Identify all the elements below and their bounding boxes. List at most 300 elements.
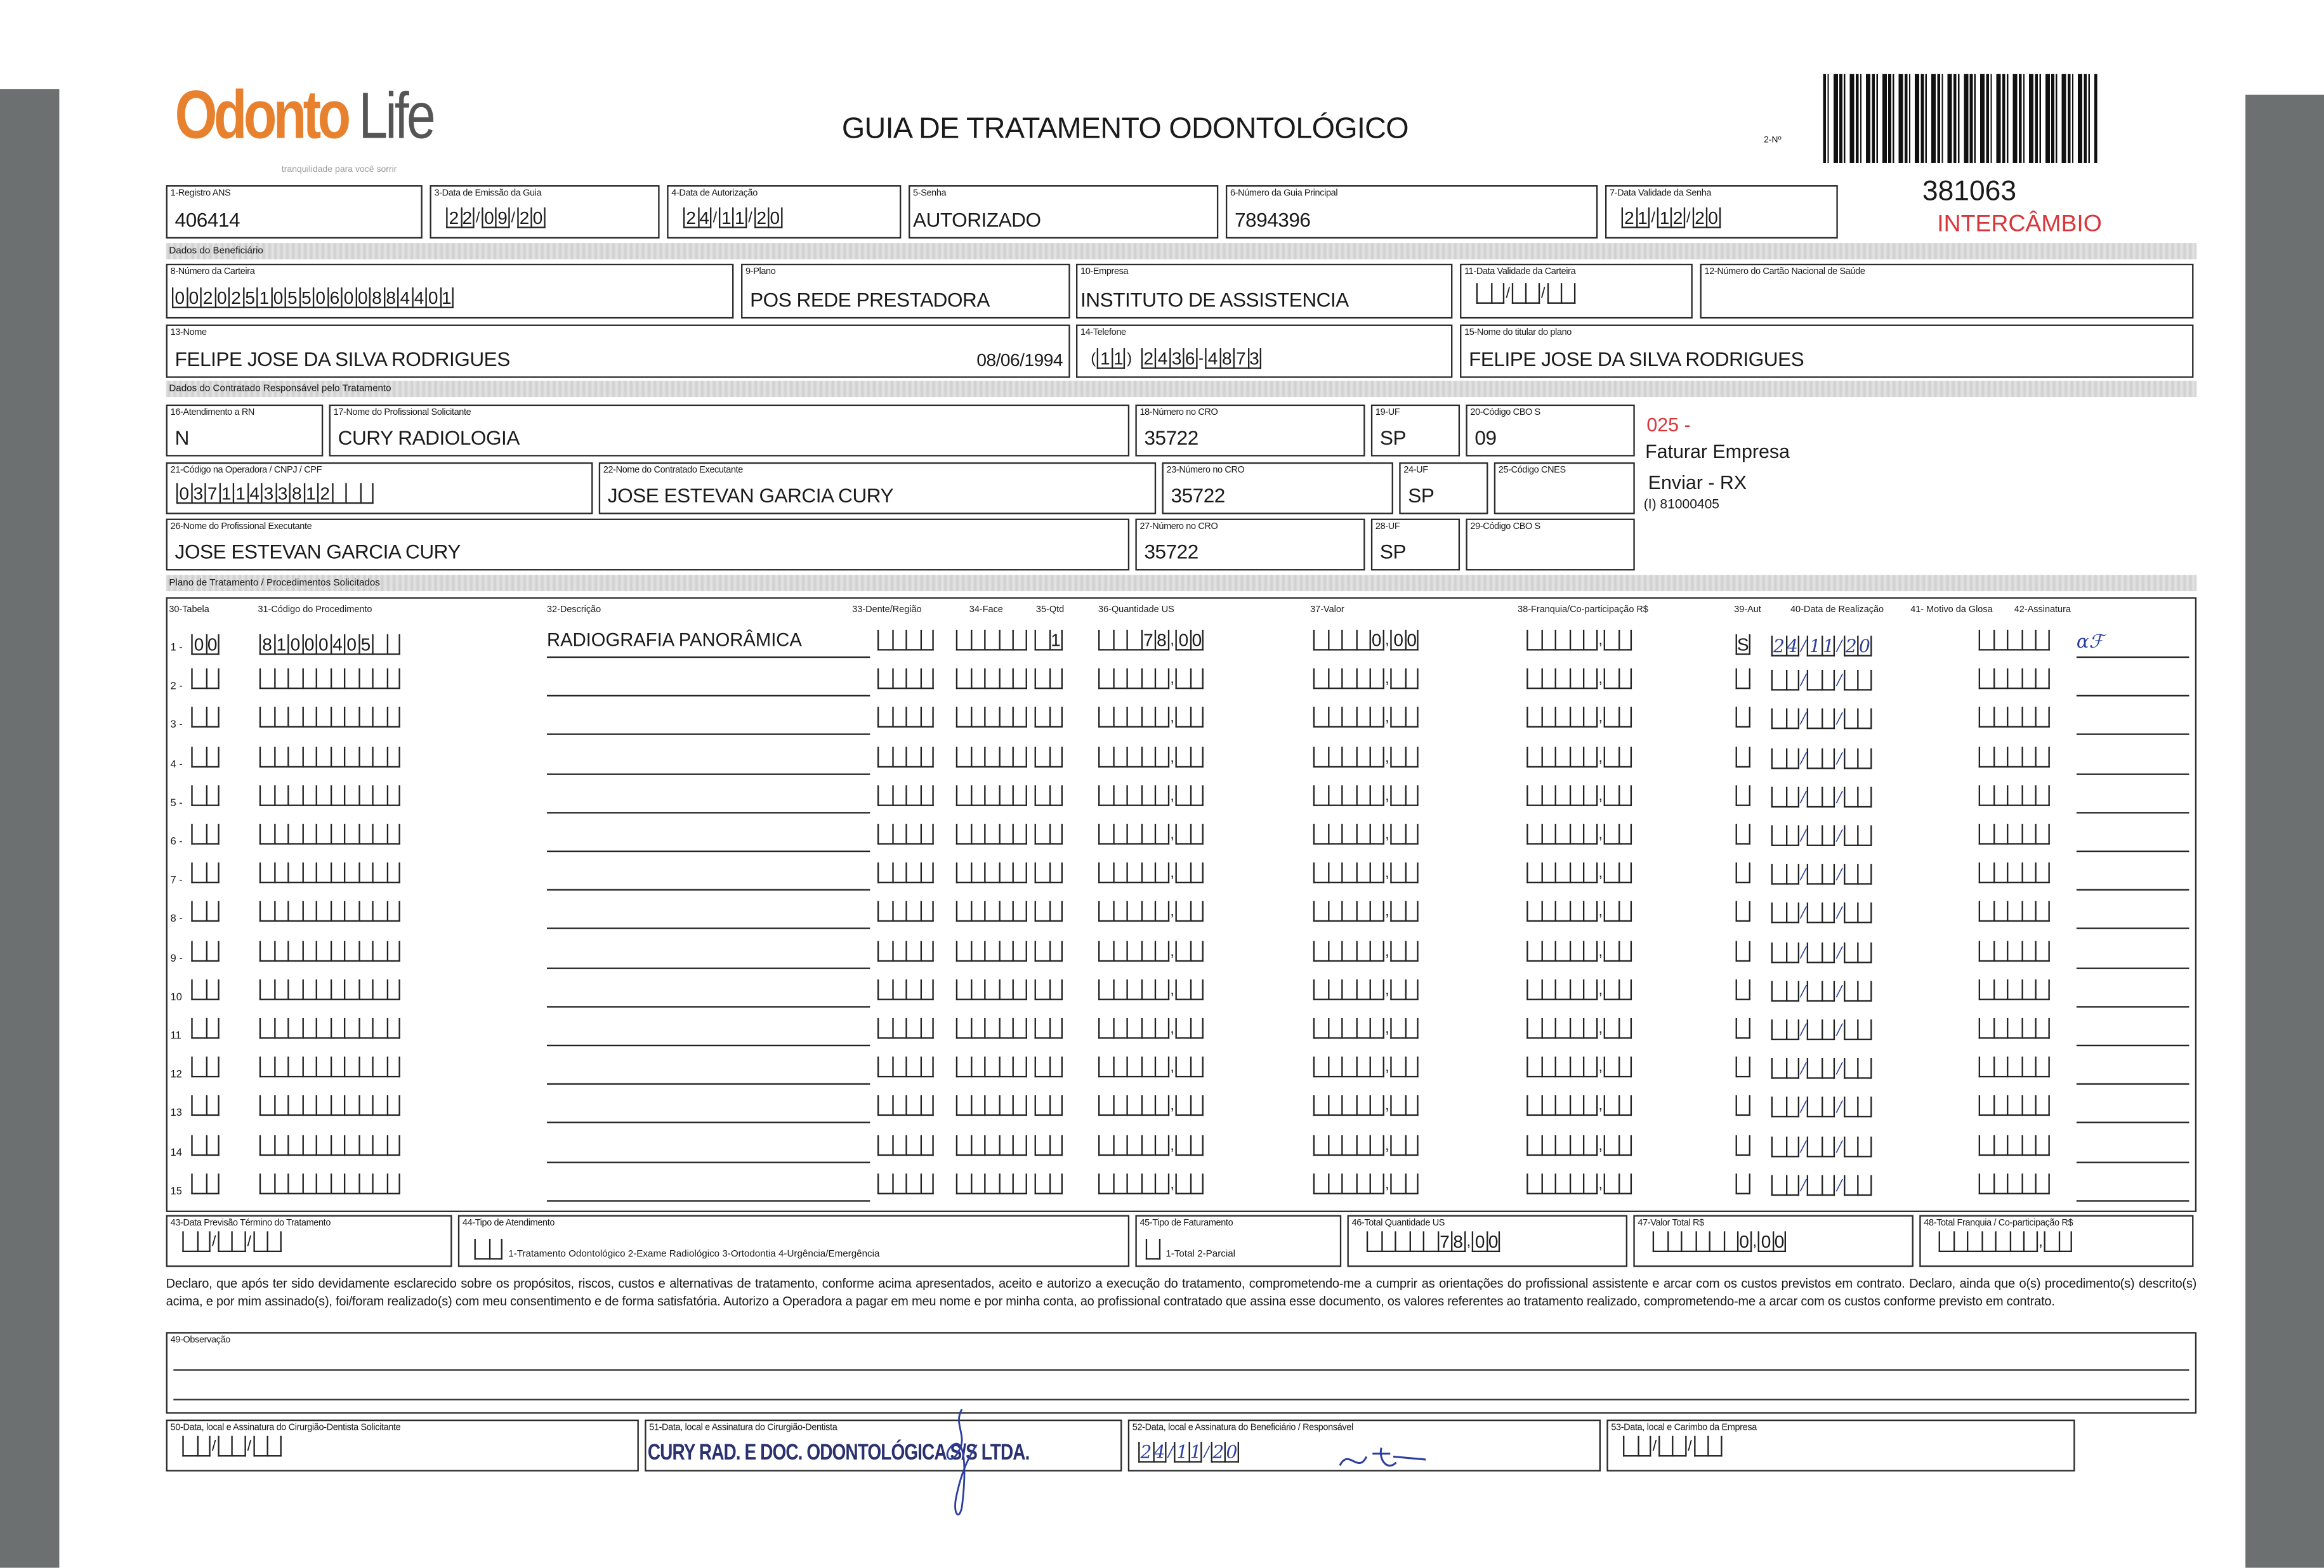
procedure-aut[interactable] — [1736, 1173, 1750, 1194]
procedure-assinatura[interactable] — [2077, 1135, 2189, 1163]
procedure-dente-regiao[interactable] — [877, 1173, 934, 1194]
procedure-quantidade-us[interactable]: , — [1098, 1095, 1204, 1116]
procedure-dente-regiao[interactable] — [877, 863, 934, 884]
page-title: GUIA DE TRATAMENTO ODONTOLÓGICO — [841, 112, 1408, 145]
procedure-valor[interactable]: , — [1313, 901, 1419, 922]
procedure-aut[interactable] — [1736, 785, 1750, 806]
procedure-assinatura[interactable] — [2077, 669, 2189, 696]
procedure-face[interactable] — [956, 940, 1027, 961]
field-cnes[interactable] — [1494, 462, 1635, 514]
procedure-tabela[interactable]: 0 0 — [191, 634, 219, 655]
procedure-data-realizacao[interactable]: / / — [1771, 825, 1872, 846]
procedure-face-cell — [956, 1173, 1027, 1201]
procedure-aut[interactable] — [1736, 940, 1750, 961]
procedure-data-realizacao[interactable]: / / — [1771, 864, 1872, 885]
field-data-autorizacao[interactable] — [667, 185, 901, 238]
procedure-quantidade-us[interactable]: , — [1098, 940, 1204, 961]
procedure-dente-regiao[interactable] — [877, 785, 934, 806]
procedure-aut-cell — [1736, 1018, 1750, 1046]
procedure-dente-regiao[interactable] — [877, 1018, 934, 1039]
field-cro-executante[interactable] — [1135, 519, 1365, 571]
procedure-qtd[interactable] — [1035, 824, 1063, 845]
procedure-descricao[interactable] — [547, 863, 870, 891]
procedure-valor[interactable]: , — [1313, 1018, 1419, 1039]
procedure-data-realizacao[interactable]: / / — [1771, 1058, 1872, 1079]
procedure-qtd[interactable] — [1035, 1018, 1063, 1039]
procedure-tabela-cell — [191, 1057, 219, 1085]
field-cbo-solicitante[interactable] — [1466, 405, 1634, 457]
procedure-quantidade-us[interactable]: , — [1098, 669, 1204, 689]
procedure-franquia-cell — [1526, 669, 1632, 696]
procedure-dente-regiao-cell — [877, 1173, 934, 1201]
procedure-tabela[interactable] — [191, 824, 219, 845]
procedure-data-realizacao-cell — [1771, 669, 1872, 696]
procedure-franquia-cell — [1526, 1135, 1632, 1163]
procedure-qtd[interactable] — [1035, 785, 1063, 806]
procedure-franquia[interactable]: , — [1526, 746, 1632, 767]
side-note-code-rx: (I) 81000405 — [1643, 496, 1719, 511]
procedure-face-cell — [956, 746, 1027, 774]
procedure-quantidade-us[interactable]: , — [1098, 1135, 1204, 1156]
procedure-franquia-cell — [1526, 1057, 1632, 1085]
field-numero-carteira[interactable] — [166, 264, 734, 318]
field-total-franquia[interactable] — [1919, 1215, 2193, 1267]
procedure-descricao[interactable] — [547, 1135, 870, 1163]
procedure-row-number: 15 — [170, 1186, 182, 1198]
procedure-tabela[interactable] — [191, 1173, 219, 1194]
field-uf-executante[interactable] — [1371, 519, 1460, 571]
field-atendimento-rn[interactable] — [166, 405, 324, 457]
procedure-data-realizacao[interactable]: / / — [1771, 942, 1872, 963]
procedure-valor[interactable]: , — [1313, 1173, 1419, 1194]
procedure-motivo-glosa[interactable] — [1979, 630, 2049, 651]
procedure-valor[interactable]: , — [1313, 707, 1419, 728]
field-label: 47-Valor Total R$ — [1638, 1218, 1704, 1229]
procedure-codigo-procedimento-cell — [259, 1135, 400, 1163]
procedure-franquia[interactable]: , — [1526, 707, 1632, 728]
procedure-data-realizacao[interactable]: / / — [1771, 903, 1872, 924]
procedure-motivo-glosa[interactable] — [1979, 863, 2049, 884]
procedure-data-realizacao[interactable]: / / — [1771, 787, 1872, 807]
procedure-face[interactable] — [956, 1135, 1027, 1156]
procedure-codigo-procedimento[interactable] — [259, 940, 400, 961]
field-empresa[interactable] — [1076, 264, 1452, 318]
field-codigo-operadora[interactable] — [166, 462, 593, 514]
procedure-qtd[interactable] — [1035, 746, 1063, 767]
procedure-dente-regiao-cell — [877, 979, 934, 1007]
field-assinatura-dentista[interactable] — [645, 1420, 1122, 1472]
procedure-dente-regiao[interactable] — [877, 630, 934, 651]
procedure-aut[interactable] — [1736, 1057, 1750, 1078]
field-valor-total[interactable] — [1633, 1215, 1914, 1267]
procedure-qtd[interactable] — [1035, 1057, 1063, 1078]
procedure-aut[interactable] — [1736, 979, 1750, 1000]
procedure-face[interactable] — [956, 630, 1027, 651]
procedure-codigo-procedimento[interactable] — [259, 1135, 400, 1156]
procedure-dente-regiao[interactable] — [877, 824, 934, 845]
procedure-valor[interactable]: , — [1313, 669, 1419, 689]
procedure-quantidade-us[interactable]: , — [1098, 707, 1204, 728]
procedure-valor-cell — [1313, 1057, 1419, 1085]
procedure-qtd[interactable] — [1035, 901, 1063, 922]
procedure-valor-cell — [1313, 630, 1419, 658]
procedure-valor[interactable]: , — [1313, 746, 1419, 767]
procedure-tabela[interactable] — [191, 1057, 219, 1078]
procedure-motivo-glosa[interactable] — [1979, 979, 2049, 1000]
procedure-motivo-glosa-cell — [1979, 901, 2049, 929]
col-header-descricao: 32-Descrição — [547, 604, 601, 615]
procedure-aut[interactable]: S — [1736, 634, 1750, 655]
procedure-aut[interactable] — [1736, 707, 1750, 728]
procedure-valor[interactable]: , — [1313, 940, 1419, 961]
procedure-data-realizacao[interactable]: / / — [1771, 1175, 1872, 1196]
procedure-aut-cell — [1736, 863, 1750, 891]
procedure-face[interactable] — [956, 1095, 1027, 1116]
procedure-dente-regiao[interactable] — [877, 669, 934, 689]
procedure-codigo-procedimento[interactable] — [259, 979, 400, 1000]
procedure-tabela[interactable] — [191, 707, 219, 728]
procedure-aut[interactable] — [1736, 901, 1750, 922]
procedure-codigo-procedimento[interactable] — [259, 1018, 400, 1039]
procedure-assinatura[interactable] — [2077, 979, 2189, 1007]
procedure-tabela-cell — [191, 1018, 219, 1046]
field-value: 09 — [1474, 426, 1497, 449]
procedure-franquia[interactable]: , — [1526, 1135, 1632, 1156]
procedure-franquia[interactable]: , — [1526, 1095, 1632, 1116]
field-cbo-executante[interactable] — [1466, 519, 1634, 571]
field-cro-solicitante[interactable] — [1135, 405, 1365, 457]
handwritten-signature — [1337, 1442, 1441, 1477]
procedure-franquia-cell — [1526, 1095, 1632, 1123]
procedure-aut[interactable] — [1736, 863, 1750, 884]
procedure-motivo-glosa[interactable] — [1979, 1135, 2049, 1156]
procedure-motivo-glosa[interactable] — [1979, 940, 2049, 961]
procedure-tabela[interactable] — [191, 979, 219, 1000]
procedure-aut-cell — [1736, 901, 1750, 929]
field-assinatura-solicitante[interactable] — [166, 1420, 639, 1472]
procedure-motivo-glosa[interactable] — [1979, 824, 2049, 845]
procedure-codigo-procedimento[interactable] — [259, 1057, 400, 1078]
procedure-quantidade-us[interactable]: , — [1098, 979, 1204, 1000]
field-telefone[interactable] — [1076, 325, 1452, 378]
field-label: 9-Plano — [745, 266, 776, 277]
procedure-row — [167, 667, 2195, 697]
field-assinatura-beneficiario[interactable] — [1128, 1420, 1601, 1472]
procedure-data-realizacao[interactable]: / / — [1771, 748, 1872, 769]
procedure-motivo-glosa[interactable] — [1979, 901, 2049, 922]
field-profissional-solicitante[interactable] — [329, 405, 1129, 457]
field-senha[interactable] — [909, 185, 1218, 238]
field-uf-contratado[interactable] — [1399, 462, 1488, 514]
procedure-assinatura[interactable] — [2077, 707, 2189, 735]
procedure-aut[interactable] — [1736, 1018, 1750, 1039]
procedure-codigo-procedimento[interactable] — [259, 746, 400, 767]
procedure-quantidade-us[interactable]: , — [1098, 785, 1204, 806]
procedure-face[interactable] — [956, 824, 1027, 845]
procedure-qtd[interactable] — [1035, 979, 1063, 1000]
procedure-valor[interactable]: 0 , 0 0 — [1313, 630, 1419, 651]
procedure-franquia[interactable]: , — [1526, 940, 1632, 961]
procedure-franquia[interactable]: , — [1526, 1057, 1632, 1078]
procedure-face[interactable] — [956, 1173, 1027, 1194]
procedure-row-number: 2 - — [170, 682, 183, 693]
procedure-aut[interactable] — [1736, 669, 1750, 689]
procedure-face[interactable] — [956, 1057, 1027, 1078]
procedure-descricao[interactable] — [547, 979, 870, 1007]
procedure-valor[interactable]: , — [1313, 1095, 1419, 1116]
procedure-qtd[interactable] — [1035, 863, 1063, 884]
procedure-valor[interactable]: , — [1313, 1135, 1419, 1156]
procedure-face-cell — [956, 979, 1027, 1007]
procedure-data-realizacao-cell — [1771, 707, 1872, 735]
procedure-assinatura[interactable]: αℱ — [2077, 630, 2189, 658]
procedure-assinatura[interactable] — [2077, 940, 2189, 968]
field-total-quantidade-us[interactable] — [1348, 1215, 1628, 1267]
procedure-franquia[interactable]: , — [1526, 901, 1632, 922]
procedure-tabela-cell — [191, 863, 219, 891]
procedure-descricao[interactable] — [547, 746, 870, 774]
field-profissional-executante[interactable] — [166, 519, 1129, 571]
procedure-assinatura[interactable] — [2077, 1057, 2189, 1085]
tipo-atendimento-input[interactable] — [475, 1239, 502, 1260]
procedure-franquia[interactable]: , — [1526, 979, 1632, 1000]
procedure-qtd[interactable] — [1035, 1135, 1063, 1156]
field-registro-ans[interactable] — [166, 185, 423, 238]
procedure-assinatura[interactable] — [2077, 901, 2189, 929]
procedure-row — [167, 1133, 2195, 1163]
procedure-franquia[interactable]: , — [1526, 1173, 1632, 1194]
field-value: 35722 — [1144, 540, 1198, 563]
procedure-face-cell — [956, 940, 1027, 968]
procedure-face[interactable] — [956, 746, 1027, 767]
procedure-motivo-glosa[interactable] — [1979, 1095, 2049, 1116]
field-value: ( 1 1 ) 2 4 3 6 - 4 8 7 3 — [1089, 348, 1261, 369]
field-cro-contratado[interactable] — [1162, 462, 1393, 514]
tipo-faturamento-input[interactable] — [1146, 1239, 1160, 1260]
procedure-franquia[interactable]: , — [1526, 669, 1632, 689]
field-label: 44-Tipo de Atendimento — [462, 1218, 555, 1229]
procedure-valor[interactable]: , — [1313, 863, 1419, 884]
procedure-assinatura[interactable] — [2077, 785, 2189, 813]
procedure-assinatura[interactable] — [2077, 1173, 2189, 1201]
procedure-dente-regiao[interactable] — [877, 1057, 934, 1078]
procedure-motivo-glosa-cell — [1979, 669, 2049, 696]
procedure-descricao[interactable] — [547, 940, 870, 968]
procedure-quantidade-us-cell — [1098, 1018, 1204, 1046]
procedure-descricao[interactable] — [547, 785, 870, 813]
procedure-motivo-glosa[interactable] — [1979, 1018, 2049, 1039]
procedure-data-realizacao[interactable]: 2 4 / 1 1 / 2 0 — [1771, 636, 1872, 657]
procedure-franquia-cell — [1526, 824, 1632, 852]
procedure-qtd[interactable]: 1 — [1035, 630, 1063, 651]
field-contratado-executante[interactable] — [599, 462, 1156, 514]
procedure-aut[interactable] — [1736, 746, 1750, 767]
field-value: , — [1939, 1231, 2073, 1252]
procedure-motivo-glosa[interactable] — [1979, 1057, 2049, 1078]
procedure-codigo-procedimento[interactable] — [259, 901, 400, 922]
scanner-edge-right — [2245, 95, 2324, 1568]
procedure-dente-regiao[interactable] — [877, 707, 934, 728]
procedure-tabela[interactable] — [191, 1135, 219, 1156]
procedure-codigo-procedimento[interactable] — [259, 863, 400, 884]
procedure-assinatura[interactable] — [2077, 1095, 2189, 1123]
field-titular-plano[interactable] — [1460, 325, 2193, 378]
field-value: 7894396 — [1234, 209, 1311, 232]
procedure-valor[interactable]: , — [1313, 824, 1419, 845]
field-validade-senha[interactable] — [1605, 185, 1838, 238]
procedure-assinatura[interactable] — [2077, 1018, 2189, 1046]
procedure-codigo-procedimento[interactable] — [259, 669, 400, 689]
field-plano[interactable] — [741, 264, 1070, 318]
procedure-assinatura[interactable] — [2077, 863, 2189, 891]
field-data-emissao[interactable] — [430, 185, 659, 238]
procedure-dente-regiao[interactable] — [877, 1095, 934, 1116]
procedure-franquia[interactable]: , — [1526, 785, 1632, 806]
procedure-aut[interactable] — [1736, 1095, 1750, 1116]
procedure-qtd[interactable] — [1035, 707, 1063, 728]
procedure-franquia[interactable]: , — [1526, 824, 1632, 845]
procedure-qtd[interactable] — [1035, 669, 1063, 689]
procedure-motivo-glosa[interactable] — [1979, 785, 2049, 806]
procedure-motivo-glosa[interactable] — [1979, 1173, 2049, 1194]
procedure-motivo-glosa-cell — [1979, 863, 2049, 891]
procedure-tabela[interactable] — [191, 785, 219, 806]
procedure-face[interactable] — [956, 979, 1027, 1000]
procedure-aut-cell — [1736, 785, 1750, 813]
procedure-codigo-procedimento[interactable] — [259, 1095, 400, 1116]
procedure-descricao[interactable] — [547, 1057, 870, 1085]
procedure-quantidade-us-cell — [1098, 669, 1204, 696]
procedure-valor-cell — [1313, 669, 1419, 696]
field-guia-principal[interactable] — [1226, 185, 1598, 238]
procedure-quantidade-us[interactable]: , — [1098, 863, 1204, 884]
procedure-face[interactable] — [956, 1018, 1027, 1039]
procedure-aut[interactable] — [1736, 1135, 1750, 1156]
field-label: 21-Código na Operadora / CNPJ / CPF — [170, 465, 322, 476]
procedure-data-realizacao-cell — [1771, 901, 1872, 929]
procedure-franquia[interactable]: , — [1526, 1018, 1632, 1039]
procedure-dente-regiao[interactable] — [877, 1135, 934, 1156]
procedure-descricao[interactable] — [547, 707, 870, 735]
procedure-dente-regiao[interactable] — [877, 940, 934, 961]
procedure-descricao[interactable] — [547, 1095, 870, 1123]
procedure-valor[interactable]: , — [1313, 785, 1419, 806]
procedure-tabela[interactable] — [191, 863, 219, 884]
procedure-codigo-procedimento-cell — [259, 863, 400, 891]
procedure-descricao[interactable] — [547, 824, 870, 852]
procedure-codigo-procedimento[interactable] — [259, 1173, 400, 1194]
procedure-tabela-cell — [191, 1173, 219, 1201]
procedure-tabela[interactable] — [191, 1095, 219, 1116]
procedure-face[interactable] — [956, 901, 1027, 922]
procedure-descricao[interactable] — [547, 1173, 870, 1201]
procedure-assinatura[interactable] — [2077, 824, 2189, 852]
procedure-tabela[interactable] — [191, 669, 219, 689]
procedure-quantidade-us[interactable]: , — [1098, 1057, 1204, 1078]
procedure-motivo-glosa[interactable] — [1979, 707, 2049, 728]
field-uf-solicitante[interactable] — [1371, 405, 1460, 457]
procedure-quantidade-us[interactable]: 7 8 , 0 0 — [1098, 630, 1204, 651]
procedure-motivo-glosa[interactable] — [1979, 669, 2049, 689]
procedure-quantidade-us-cell — [1098, 1173, 1204, 1201]
procedure-data-realizacao[interactable]: / / — [1771, 1019, 1872, 1040]
procedure-quantidade-us[interactable]: , — [1098, 1018, 1204, 1039]
procedure-descricao[interactable] — [547, 669, 870, 696]
procedure-codigo-procedimento[interactable] — [259, 824, 400, 845]
procedure-data-realizacao[interactable]: / / — [1771, 670, 1872, 691]
procedure-data-realizacao[interactable]: / / — [1771, 709, 1872, 730]
field-tipo-faturamento[interactable] — [1135, 1215, 1341, 1267]
procedure-valor[interactable]: , — [1313, 979, 1419, 1000]
field-label: 45-Tipo de Faturamento — [1139, 1218, 1233, 1229]
field-observacao[interactable] — [166, 1332, 2196, 1413]
procedure-face[interactable] — [956, 863, 1027, 884]
procedure-aut[interactable] — [1736, 824, 1750, 845]
field-tipo-atendimento[interactable] — [458, 1215, 1129, 1267]
procedure-franquia[interactable]: , — [1526, 630, 1632, 651]
procedure-motivo-glosa[interactable] — [1979, 746, 2049, 767]
field-validade-carteira[interactable] — [1460, 264, 1693, 318]
procedure-face[interactable] — [956, 707, 1027, 728]
procedure-qtd[interactable] — [1035, 1173, 1063, 1194]
field-nome[interactable] — [166, 325, 1070, 378]
procedure-aut-cell — [1736, 631, 1750, 658]
procedure-assinatura[interactable] — [2077, 746, 2189, 774]
procedure-tabela[interactable] — [191, 940, 219, 961]
field-label: 11-Data Validade da Carteira — [1464, 266, 1576, 277]
procedure-qtd[interactable] — [1035, 940, 1063, 961]
procedure-face[interactable] — [956, 785, 1027, 806]
procedure-quantidade-us[interactable]: , — [1098, 901, 1204, 922]
procedure-dente-regiao[interactable] — [877, 746, 934, 767]
procedure-tabela[interactable] — [191, 746, 219, 767]
procedure-quantidade-us[interactable]: , — [1098, 824, 1204, 845]
procedure-descricao[interactable] — [547, 1018, 870, 1046]
field-value: / / — [182, 1436, 280, 1457]
procedure-codigo-procedimento[interactable] — [259, 707, 400, 728]
procedure-descricao[interactable]: RADIOGRAFIA PANORÂMICA — [547, 630, 870, 658]
field-value: 406414 — [174, 209, 240, 232]
col-header-motivo-glosa: 41- Motivo da Glosa — [1910, 604, 1993, 615]
procedure-valor-cell — [1313, 1095, 1419, 1123]
procedure-data-realizacao[interactable]: / / — [1771, 981, 1872, 1002]
field-value: SP — [1379, 426, 1407, 449]
procedure-quantidade-us[interactable]: , — [1098, 1173, 1204, 1194]
procedure-row — [167, 861, 2195, 891]
field-carimbo-empresa[interactable] — [1606, 1420, 2075, 1472]
procedure-qtd[interactable] — [1035, 1095, 1063, 1116]
procedure-face[interactable] — [956, 669, 1027, 689]
procedure-valor[interactable]: , — [1313, 1057, 1419, 1078]
field-data-previsao-termino[interactable] — [166, 1215, 452, 1267]
procedure-data-realizacao[interactable]: / / — [1771, 1097, 1872, 1118]
procedure-tabela[interactable] — [191, 1018, 219, 1039]
procedure-codigo-procedimento[interactable] — [259, 785, 400, 806]
procedure-dente-regiao[interactable] — [877, 901, 934, 922]
procedure-codigo-procedimento-cell — [259, 746, 400, 774]
procedure-tabela[interactable] — [191, 901, 219, 922]
procedure-descricao[interactable] — [547, 901, 870, 929]
procedure-data-realizacao-cell — [1771, 863, 1872, 891]
procedure-quantidade-us[interactable]: , — [1098, 746, 1204, 767]
procedure-codigo-procedimento[interactable]: 8 1 0 0 0 4 0 5 — [259, 634, 400, 655]
field-value: 0 0 2 0 2 5 1 0 5 5 0 6 0 0 8 8 4 4 0 1 — [172, 287, 454, 308]
procedure-franquia[interactable]: , — [1526, 863, 1632, 884]
procedure-dente-regiao[interactable] — [877, 979, 934, 1000]
procedure-qtd-cell — [1035, 863, 1063, 891]
procedure-data-realizacao[interactable]: / / — [1771, 1136, 1872, 1157]
field-cartao-nacional-saude[interactable] — [1700, 264, 2194, 318]
